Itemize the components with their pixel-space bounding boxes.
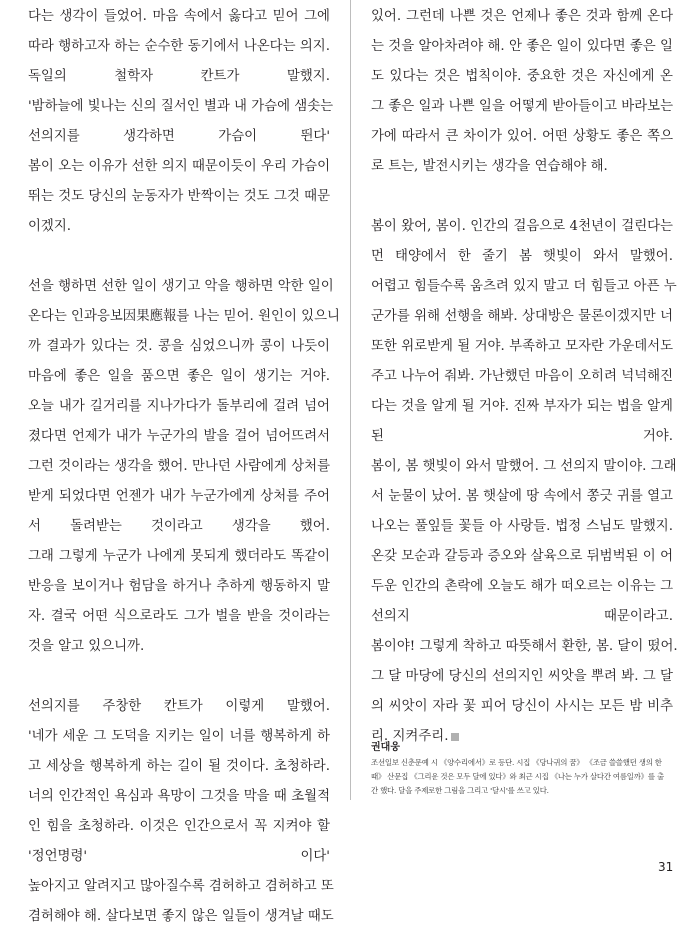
text-line: 선의지를 주창한 칸트가 이렇게 말했어.: [28, 699, 330, 714]
text-line: 이겠지.: [28, 219, 72, 234]
text-line: 높아지고 알려지고 많아질수록 겸허하고 겸허하고 또: [28, 879, 334, 894]
author-name: 권대웅: [371, 742, 400, 753]
text-line: 봄이야! 그렇게 착하고 따뜻해서 환한, 봄. 달이 떴어.: [371, 639, 678, 654]
author-note: [371, 740, 681, 798]
text-line: 독일의 철학자 칸트가 말했지.: [28, 69, 330, 84]
text-line: 자. 결국 어떤 식으로라도 그가 벌을 받을 것이라는: [28, 609, 330, 624]
text-line: 반응을 보이거나 험담을 하거나 추하게 행동하지 말: [28, 579, 330, 594]
text-line: 서 돌려받는 것이라고 생각을 했어.: [28, 519, 330, 534]
text-line: 봄이, 봄 햇빛이 와서 말했어. 그 선의지 말이야. 그래: [371, 459, 677, 474]
text-line: '정언명령' 이다': [28, 849, 330, 864]
text-line: 그래 그렇게 누군가 나에게 못되게 했더라도 똑같이: [28, 549, 330, 564]
text-line: 주고 나누어 줘봐. 가난했던 마음이 오히려 넉넉해진: [371, 369, 673, 384]
text-line: 오늘 내가 길거리를 지나가다가 돌부리에 걸려 넘어: [28, 399, 330, 414]
text-line: 따라 행하고자 하는 순수한 동기에서 나온다는 의지.: [28, 39, 330, 54]
text-line: 된 거야.: [371, 429, 673, 444]
text-line: 인 힘을 초청하라. 이것은 인간으로서 꼭 지켜야 할: [28, 819, 330, 834]
text-line: 있어. 그런데 나쁜 것은 언제나 좋은 것과 함께 온다: [371, 9, 673, 24]
text-line: 받게 되었다면 언젠가 내가 누군가에게 상처를 주어: [28, 489, 330, 504]
right-text-column: [371, 2, 678, 752]
paragraph-break: [371, 182, 673, 212]
text-line: 겸허해야 해. 살다보면 좋지 않은 일들이 생겨날 때도: [28, 909, 334, 924]
text-line: 선의지를 생각하면 가슴이 뛴다': [28, 129, 330, 144]
text-line: '밤하늘에 빛나는 신의 질서인 별과 내 가슴에 샘솟는: [28, 99, 334, 114]
text-line: 너의 인간적인 욕심과 욕망이 그것을 막을 때 초월적: [28, 789, 330, 804]
text-line: 것을 알고 있으니까.: [28, 639, 145, 654]
text-line: 선의지 때문이라고.: [371, 609, 673, 624]
text-line: 어렵고 힘들수록 움츠려 있지 말고 더 힘들고 아픈 누: [371, 279, 677, 294]
text-line: 가에 따라서 큰 차이가 있어. 어떤 상황도 좋은 쪽으: [371, 129, 673, 144]
left-text-column: [28, 2, 340, 932]
text-line: 먼 태양에서 한 줄기 봄 햇빛이 와서 말했어.: [371, 249, 673, 264]
text-line: 봄이 왔어, 봄이. 인간의 걸음으로 4천년이 걸린다는: [371, 219, 673, 234]
text-line: 그 달 마당에 당신의 선의지인 씨앗을 뿌려 봐. 그 달: [371, 669, 673, 684]
text-line: 봄이 오는 이유가 선한 의지 때문이듯이 우리 가슴이: [28, 159, 330, 174]
text-line: 또한 위로받게 될 거야. 부족하고 모자란 가운데서도: [371, 339, 673, 354]
column-divider: [350, 0, 351, 800]
text-line: 도 있다는 것은 법칙이야. 중요한 것은 자신에게 온: [371, 69, 673, 84]
text-line: 다는 생각이 들었어. 마음 속에서 옳다고 믿어 그에: [28, 9, 330, 24]
text-line: 까 결과가 있다는 것. 콩을 심었으니까 콩이 나듯이: [28, 339, 330, 354]
text-line: '네가 세운 그 도덕을 지키는 일이 너를 행복하게 하: [28, 729, 330, 744]
text-line: 뛰는 것도 당신의 눈동자가 반짝이는 것도 그것 때문: [28, 189, 330, 204]
paragraph-break: [28, 662, 330, 692]
author-bio-line: 간 했다. 달을 주제로한 그림을 그리고 '달시'를 쓰고 있다.: [371, 786, 549, 795]
text-line: 의 씨앗이 자라 꽃 피어 당신이 사시는 모든 밤 비추: [371, 699, 673, 714]
text-line: 서 눈물이 났어. 봄 햇살에 땅 속에서 쫑긋 귀를 열고: [371, 489, 673, 504]
text-line: 두운 인간의 촌락에 오늘도 해가 떠오르는 이유는 그: [371, 579, 673, 594]
text-line: 나오는 풀잎들 꽃들 아 사랑들. 법정 스님도 말했지.: [371, 519, 673, 534]
text-line: 고 세상을 행복하게 하는 길이 될 것이다. 초청하라.: [28, 759, 330, 774]
paragraph-break: [28, 242, 330, 272]
text-line: 는 것을 알아차려야 해. 안 좋은 일이 있다면 좋은 일: [371, 39, 673, 54]
text-line: 마음에 좋은 일을 품으면 좋은 일이 생기는 거야.: [28, 369, 330, 384]
text-line: 온다는 인과응보因果應報를 나는 믿어. 원인이 있으니: [28, 309, 340, 324]
author-bio-line: 조선일보 신춘문예 시 《양수리에서》로 등단. 시집 《당나귀의 꿈》 《조금 쓸쓸했던 생의 한: [371, 758, 662, 767]
text-line: 선을 행하면 선한 일이 생기고 악을 행하면 악한 일이: [28, 279, 334, 294]
text-line: 온갖 모순과 갈등과 증오와 살육으로 뒤범벅된 이 어: [371, 549, 673, 564]
text-line: 다는 것을 알게 될 거야. 진짜 부자가 되는 법을 알게: [371, 399, 673, 414]
author-bio-line: 때》 산문집 《그리운 것은 모두 달에 있다》와 최근 시집 《나는 누가 살다간 여름일까》를 출: [371, 772, 664, 781]
text-line: 로 트는, 발전시키는 생각을 연습해야 해.: [371, 159, 608, 174]
text-line: 그런 것이라는 생각을 했어. 만나던 사람에게 상처를: [28, 459, 330, 474]
page-number: 31: [658, 860, 674, 874]
text-line: 군가를 위해 선행을 해봐. 상대방은 물론이겠지만 너: [371, 309, 673, 324]
text-line: 그 좋은 일과 나쁜 일을 어떻게 받아들이고 바라보는: [371, 99, 673, 114]
text-line: 졌다면 언제가 내가 누군가의 발을 걸어 넘어뜨려서: [28, 429, 330, 444]
text-line: 리. 지켜주리.: [371, 722, 673, 752]
